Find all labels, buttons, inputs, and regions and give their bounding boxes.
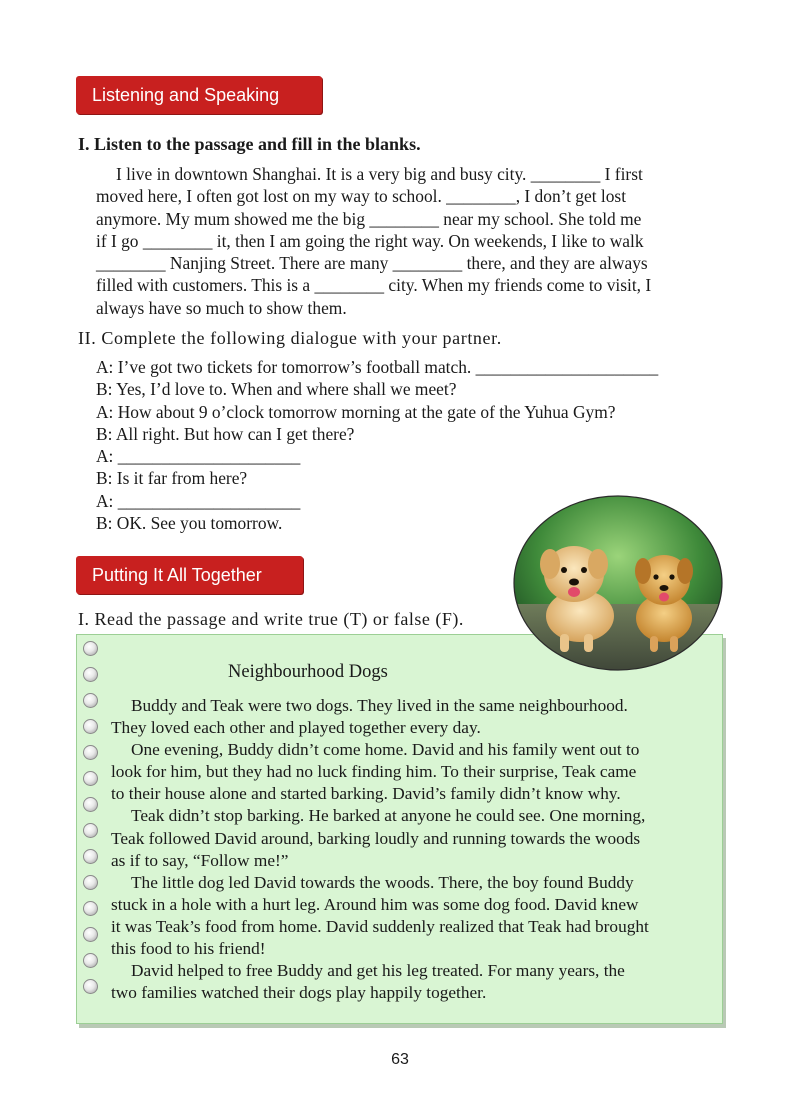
passage-line: filled with customers. This is a ________ city. When my friends come to visit, I xyxy=(96,275,652,296)
ring-icon xyxy=(83,693,98,708)
ring-icon xyxy=(83,719,98,734)
ring-icon xyxy=(83,771,98,786)
passage-line: moved here, I often got lost on my way to school. ________, I don’t get lost xyxy=(96,186,627,207)
puppies-photo xyxy=(512,494,724,672)
ring-icon xyxy=(83,875,98,890)
section-tab-putting-together: Putting It All Together xyxy=(76,556,303,594)
ring-icon xyxy=(83,849,98,864)
story-line: Buddy and Teak were two dogs. They lived in the same neighbourhood. xyxy=(131,696,628,715)
dialogue-line: B: All right. But how can I get there? xyxy=(96,423,355,444)
dialogue-line: B: OK. See you tomorrow. xyxy=(96,513,283,534)
passage-line: I live in downtown Shanghai. It is a very big and busy city. ________ I first xyxy=(116,164,643,184)
passage-line: ________ Nanjing Street. There are many ________ there, and they are always xyxy=(96,253,648,274)
passage-line: if I go ________ it, then I am going the right way. On weekends, I like to walk xyxy=(96,230,644,251)
story-text xyxy=(111,695,711,1004)
story-line: Teak followed David around, barking loudly and running towards the woods xyxy=(111,828,641,848)
story-line: They loved each other and played together every day. xyxy=(111,718,481,738)
ring-icon xyxy=(83,797,98,812)
ring-icon xyxy=(83,901,98,916)
story-title: Neighbourhood Dogs xyxy=(228,662,388,682)
fill-blanks-passage xyxy=(96,163,716,319)
story-line: this food to his friend! xyxy=(111,939,266,959)
story-line: One evening, Buddy didn’t come home. David and his family went out to xyxy=(131,740,640,760)
dialogue-line: A: _____________________ xyxy=(96,446,301,467)
story-line: The little dog led David towards the woods. There, the boy found Buddy xyxy=(131,872,634,892)
dialogue-line: B: Is it far from here? xyxy=(96,468,248,489)
passage-line: always have so much to show them. xyxy=(96,297,347,318)
ring-icon xyxy=(83,823,98,838)
exercise-heading-dialogue: II. Complete the following dialogue with your partner. xyxy=(78,328,502,348)
page-number: 63 xyxy=(391,1051,409,1068)
story-line: two families watched their dogs play happily together. xyxy=(111,983,487,1003)
story-line: David helped to free Buddy and get his leg treated. For many years, the xyxy=(131,961,625,981)
exercise-heading-true-false: I. Read the passage and write true (T) or false (F). xyxy=(78,609,464,629)
story-line: as if to say, “Follow me!” xyxy=(111,850,289,870)
ring-icon xyxy=(83,745,98,760)
story-line: look for him, but they had no luck finding him. To their surprise, Teak came xyxy=(111,762,637,782)
section-tab-listening-speaking: Listening and Speaking xyxy=(76,76,322,114)
passage-line: anymore. My mum showed me the big ________ near my school. She told me xyxy=(96,208,642,229)
dialogue-line: A: How about 9 o’clock tomorrow morning at the gate of the Yuhua Gym? xyxy=(96,401,616,422)
story-line: to their house alone and started barking. David’s family didn’t know why. xyxy=(111,784,621,804)
ring-icon xyxy=(83,979,98,994)
ring-icon xyxy=(83,667,98,682)
ring-icon xyxy=(83,927,98,942)
dialogue-line: A: _____________________ xyxy=(96,490,301,511)
dialogue-line: A: I’ve got two tickets for tomorrow’s football match. _____________________ xyxy=(96,357,659,377)
ring-icon xyxy=(83,641,98,656)
story-line: Teak didn’t stop barking. He barked at anyone he could see. One morning, xyxy=(131,806,646,826)
story-line: it was Teak’s food from home. David suddenly realized that Teak had brought xyxy=(111,916,649,936)
exercise-heading-listen: I. Listen to the passage and fill in the blanks. xyxy=(78,134,421,154)
dialogue-line: B: Yes, I’d love to. When and where shall we meet? xyxy=(96,379,457,400)
story-line: stuck in a hole with a hurt leg. Around him was some dog food. David knew xyxy=(111,894,639,914)
ring-icon xyxy=(83,953,98,968)
